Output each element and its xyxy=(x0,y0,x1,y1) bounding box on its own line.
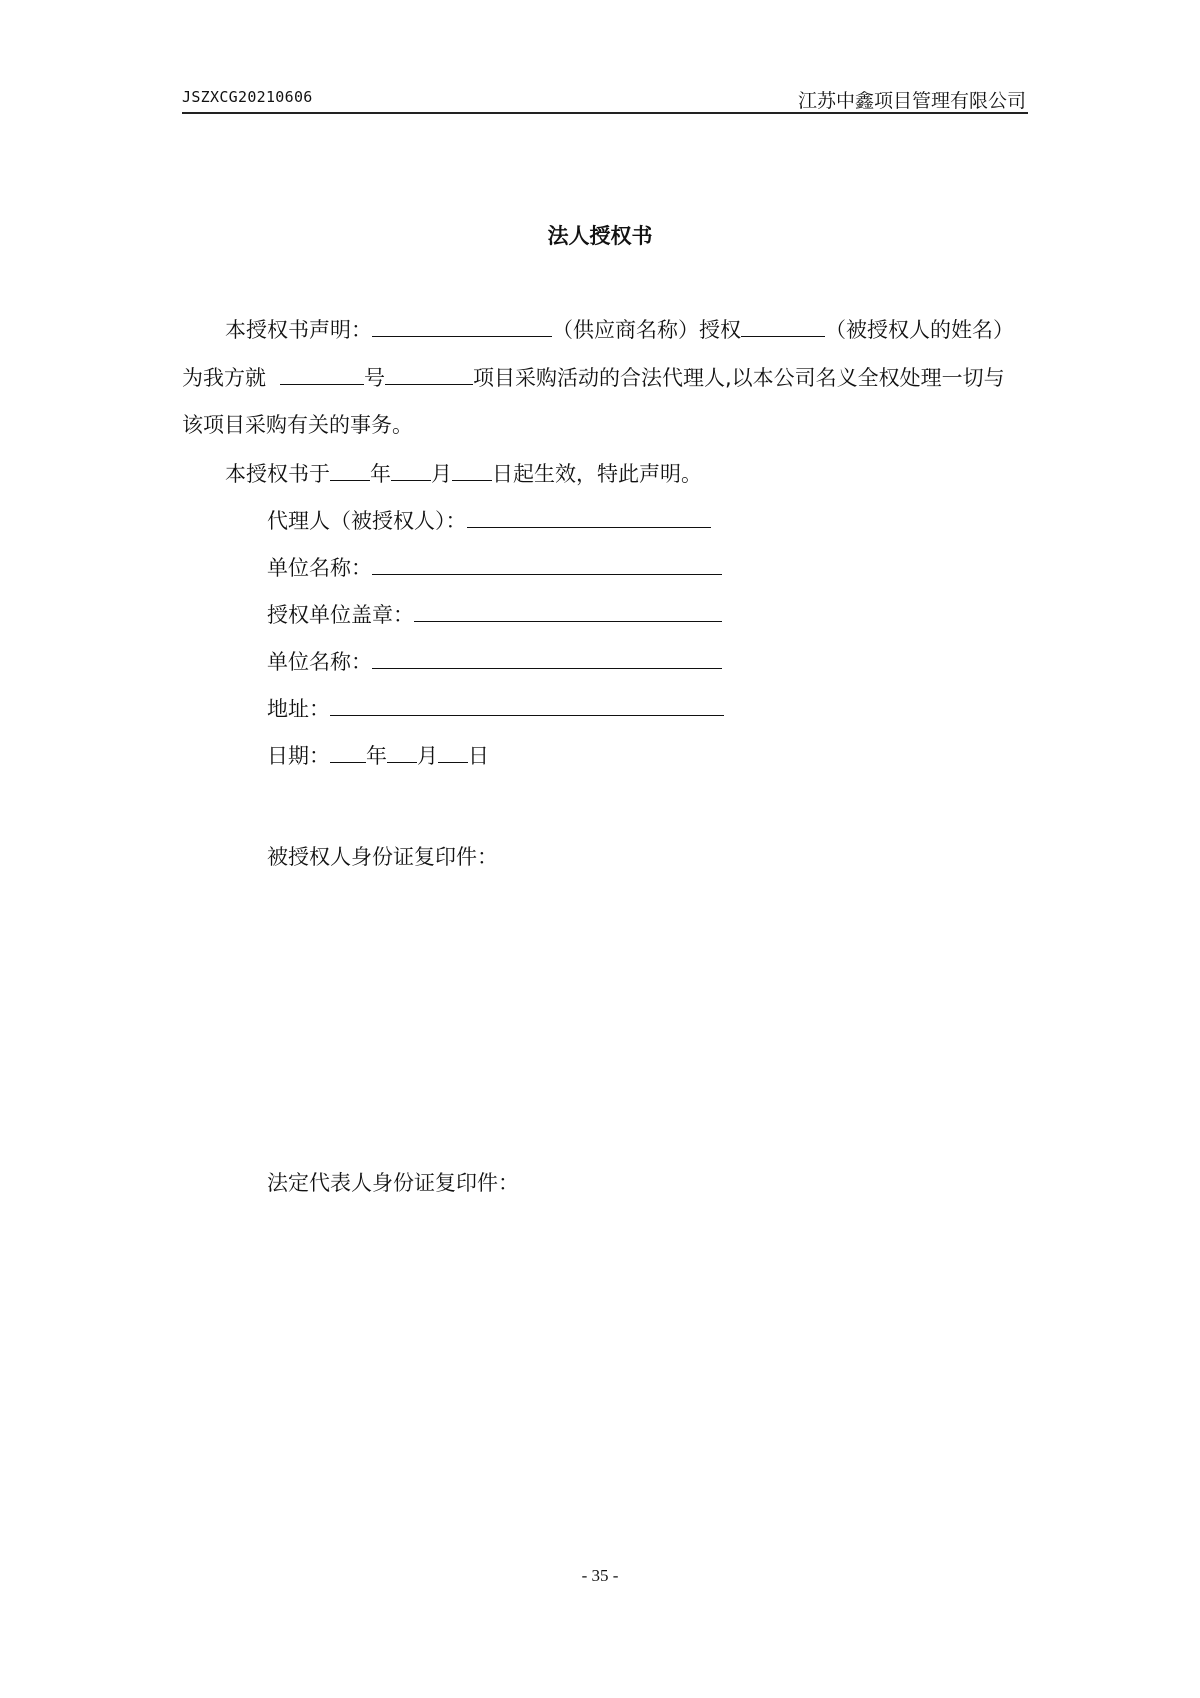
supplier-name-label: （供应商名称）授权 xyxy=(552,318,741,342)
date-year-label: 年 xyxy=(366,744,387,768)
number-suffix: 号 xyxy=(364,366,385,390)
unit-name-blank-1[interactable] xyxy=(372,552,722,575)
page-title: 法人授权书 xyxy=(547,224,653,248)
page-number: - 35 - xyxy=(581,1566,619,1585)
seal-label: 授权单位盖章： xyxy=(267,603,414,627)
company-name: 江苏中鑫项目管理有限公司 xyxy=(797,90,1026,112)
statement-line-3 xyxy=(182,410,413,440)
authorized-person-blank[interactable] xyxy=(741,314,825,337)
effective-suffix: 日起生效，特此声明。 xyxy=(492,462,702,486)
date-day-blank[interactable] xyxy=(438,740,468,763)
effective-year-label: 年 xyxy=(370,462,391,486)
seal-field xyxy=(267,599,722,630)
page-header xyxy=(182,86,1028,112)
date-day-label: 日 xyxy=(468,744,489,768)
statement-for: 为我方就 xyxy=(182,366,266,390)
project-name-blank[interactable] xyxy=(385,362,473,385)
effective-prefix: 本授权书于 xyxy=(225,462,330,486)
statement-line-1 xyxy=(225,314,1014,345)
address-blank[interactable] xyxy=(330,693,724,716)
address-field xyxy=(267,693,724,724)
header-rule xyxy=(182,112,1028,114)
authorized-person-label: （被授权人的姓名） xyxy=(825,318,1014,342)
date-field xyxy=(267,740,489,771)
date-month-label: 月 xyxy=(417,744,438,768)
statement-end: 该项目采购有关的事务。 xyxy=(182,413,413,437)
effective-day-blank[interactable] xyxy=(452,458,492,481)
effective-year-blank[interactable] xyxy=(330,458,370,481)
date-label: 日期： xyxy=(267,744,330,768)
document-code: JSZXCG20210606 xyxy=(182,88,313,106)
statement-line-2 xyxy=(182,362,1005,393)
seal-blank[interactable] xyxy=(414,599,722,622)
unit-name-label-1: 单位名称： xyxy=(267,556,372,580)
statement-prefix: 本授权书声明： xyxy=(225,318,372,342)
effective-month-label: 月 xyxy=(431,462,452,486)
agent-field xyxy=(267,505,711,536)
agent-blank[interactable] xyxy=(467,505,711,528)
date-year-blank[interactable] xyxy=(330,740,366,763)
effective-month-blank[interactable] xyxy=(391,458,431,481)
address-label: 地址： xyxy=(267,697,330,721)
agent-label: 代理人（被授权人）： xyxy=(267,509,467,533)
unit-name-field-2 xyxy=(267,646,722,677)
statement-scope: 项目采购活动的合法代理人,以本公司名义全权处理一切与 xyxy=(473,366,1005,390)
project-number-blank[interactable] xyxy=(280,362,364,385)
supplier-name-blank[interactable] xyxy=(372,314,552,337)
legal-rep-id-copy-label: 法定代表人身份证复印件： xyxy=(267,1171,519,1195)
unit-name-label-2: 单位名称： xyxy=(267,650,372,674)
date-month-blank[interactable] xyxy=(387,740,417,763)
agent-id-copy-label: 被授权人身份证复印件： xyxy=(267,845,498,869)
unit-name-blank-2[interactable] xyxy=(372,646,722,669)
unit-name-field-1 xyxy=(267,552,722,583)
effective-date-line xyxy=(225,458,702,489)
